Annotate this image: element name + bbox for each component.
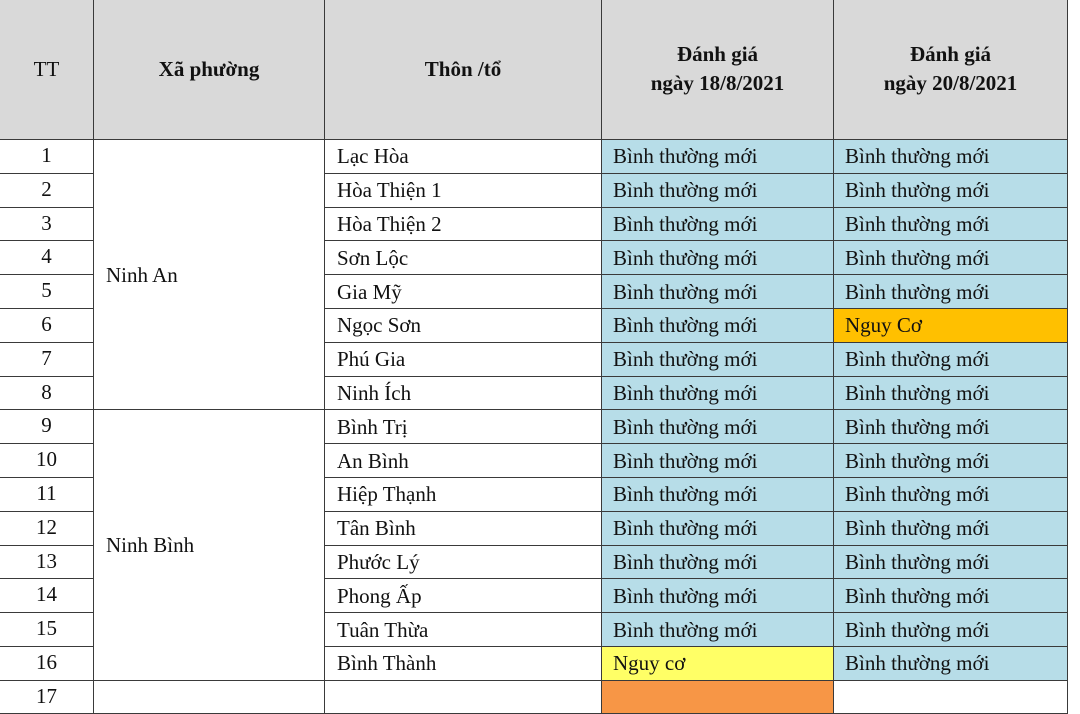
row-number: 13 (0, 545, 94, 579)
header-tt: TT (0, 0, 94, 140)
row-number: 5 (0, 275, 94, 309)
hamlet-name: Hòa Thiện 1 (325, 173, 602, 207)
eval-18-8-cell: Bình thường mới (602, 308, 834, 342)
eval-20-8-cell: Bình thường mới (834, 207, 1068, 241)
hamlet-name: Tuân Thừa (325, 613, 602, 647)
eval-18-8-cell: Bình thường mới (602, 275, 834, 309)
header-eval2-line1: Đánh giá (909, 42, 992, 66)
row-number: 9 (0, 410, 94, 444)
eval-18-8-cell: Bình thường mới (602, 342, 834, 376)
eval-20-8-cell: Bình thường mới (834, 646, 1068, 680)
row-number: 14 (0, 579, 94, 613)
row-number: 2 (0, 173, 94, 207)
eval-18-8-cell: Bình thường mới (602, 207, 834, 241)
eval-18-8-cell: Bình thường mới (602, 545, 834, 579)
eval-20-8-cell: Nguy Cơ (834, 308, 1068, 342)
eval-18-8-cell: Nguy cơ (602, 646, 834, 680)
ward-name (94, 680, 325, 713)
eval-18-8-cell: Bình thường mới (602, 444, 834, 478)
eval-18-8-cell: Bình thường mới (602, 376, 834, 410)
hamlet-name: Phú Gia (325, 342, 602, 376)
row-number: 12 (0, 511, 94, 545)
ward-name: Ninh An (94, 140, 325, 410)
eval-18-8-cell: Bình thường mới (602, 613, 834, 647)
eval-18-8-cell: Bình thường mới (602, 173, 834, 207)
hamlet-name: Hiệp Thạnh (325, 477, 602, 511)
hamlet-name: Phước Lý (325, 545, 602, 579)
table-row (0, 410, 1068, 444)
eval-20-8-cell: Bình thường mới (834, 342, 1068, 376)
row-number: 10 (0, 444, 94, 478)
hamlet-name: Sơn Lộc (325, 241, 602, 275)
ward-name: Ninh Bình (94, 410, 325, 680)
hamlet-name: An Bình (325, 444, 602, 478)
eval-20-8-cell: Bình thường mới (834, 477, 1068, 511)
eval-20-8-cell: Bình thường mới (834, 275, 1068, 309)
row-number: 8 (0, 376, 94, 410)
eval-20-8-cell: Bình thường mới (834, 444, 1068, 478)
table-row-partial (0, 680, 1068, 713)
eval-20-8-cell: Bình thường mới (834, 376, 1068, 410)
eval-18-8-cell: Bình thường mới (602, 140, 834, 174)
row-number: 11 (0, 477, 94, 511)
row-number: 6 (0, 308, 94, 342)
row-number: 4 (0, 241, 94, 275)
hamlet-name: Bình Trị (325, 410, 602, 444)
row-number: 16 (0, 646, 94, 680)
eval-18-8-cell: Bình thường mới (602, 579, 834, 613)
table-row (0, 140, 1068, 174)
row-number: 3 (0, 207, 94, 241)
row-number: 15 (0, 613, 94, 647)
eval-18-8-cell (602, 680, 834, 713)
header-eval1-line2: ngày 18/8/2021 (650, 71, 785, 95)
header-row (0, 0, 1068, 140)
row-number: 17 (0, 680, 94, 713)
hamlet-name: Ninh Ích (325, 376, 602, 410)
eval-20-8-cell: Bình thường mới (834, 545, 1068, 579)
eval-20-8-cell: Bình thường mới (834, 579, 1068, 613)
header-xa-phuong: Xã phường (94, 0, 325, 140)
hamlet-name: Tân Bình (325, 511, 602, 545)
header-eval1-line1: Đánh giá (676, 42, 759, 66)
hamlet-name: Lạc Hòa (325, 140, 602, 174)
hamlet-name (325, 680, 602, 713)
eval-20-8-cell: Bình thường mới (834, 410, 1068, 444)
row-number: 1 (0, 140, 94, 174)
hamlet-name: Hòa Thiện 2 (325, 207, 602, 241)
hamlet-name: Phong Ấp (325, 579, 602, 613)
eval-20-8-cell: Bình thường mới (834, 511, 1068, 545)
eval-18-8-cell: Bình thường mới (602, 511, 834, 545)
header-thon-to: Thôn /tổ (325, 0, 602, 140)
eval-20-8-cell: Bình thường mới (834, 241, 1068, 275)
header-eval2-line2: ngày 20/8/2021 (883, 71, 1018, 95)
row-number: 7 (0, 342, 94, 376)
eval-18-8-cell: Bình thường mới (602, 241, 834, 275)
eval-18-8-cell: Bình thường mới (602, 410, 834, 444)
hamlet-name: Ngọc Sơn (325, 308, 602, 342)
eval-20-8-cell: Bình thường mới (834, 173, 1068, 207)
hamlet-name: Gia Mỹ (325, 275, 602, 309)
eval-18-8-cell: Bình thường mới (602, 477, 834, 511)
hamlet-name: Bình Thành (325, 646, 602, 680)
eval-20-8-cell: Bình thường mới (834, 613, 1068, 647)
eval-20-8-cell (834, 680, 1068, 713)
table-body (0, 140, 1068, 714)
header-eval-18-8 (602, 0, 834, 140)
header-eval-20-8 (834, 0, 1068, 140)
eval-20-8-cell: Bình thường mới (834, 140, 1068, 174)
